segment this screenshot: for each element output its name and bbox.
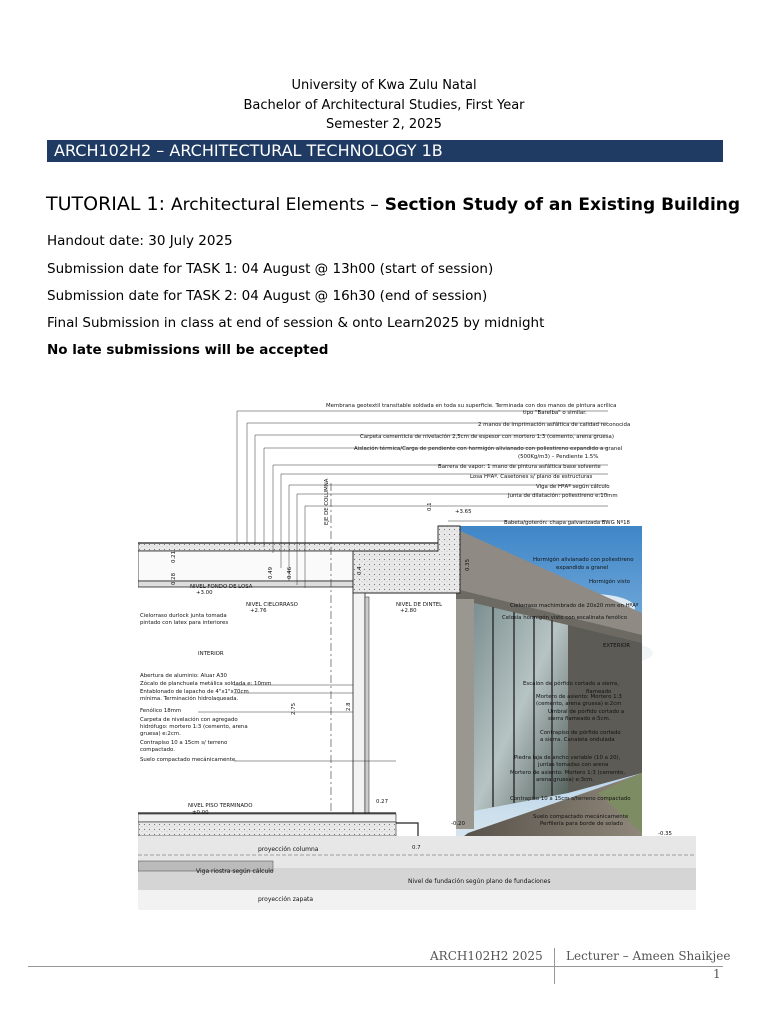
tutorial-heading: [46, 193, 740, 215]
annotation: proyección zapata: [258, 896, 314, 903]
dimension: 0.4: [357, 566, 363, 575]
dimension: 0.1: [427, 502, 433, 511]
dimension: 0.21: [171, 550, 177, 563]
footer-lecturer: Lecturer – Ameen Shaikjee: [566, 949, 731, 963]
dimension: 2.8: [346, 702, 352, 711]
annotation: Mortero de asiento: Mortero 1:3 (cemento,: [510, 770, 626, 776]
page-number: 1: [713, 967, 721, 981]
annotation: Abertura de aluminio: Aluar A30: [140, 673, 227, 679]
annotation: Hormigón alivianado con poliestireno: [533, 557, 634, 563]
annotation: a sierra. Canaleta ondulada: [540, 737, 615, 743]
handout-date: Handout date: 30 July 2025: [47, 233, 233, 249]
annotation: Cielorraso machimbrado de 20x20 mm en HºAº: [510, 603, 639, 609]
tutorial-title: Section Study of an Existing Building: [384, 195, 741, 215]
annotation: compactado.: [140, 747, 175, 753]
annotation: sierra flameado e:5cm.: [548, 716, 611, 722]
degree-name: Bachelor of Architectural Studies, First Year: [243, 97, 525, 113]
annotation: mínima. Terminación hidrolaqueada.: [140, 696, 239, 702]
task2-date: Submission date for TASK 2: 04 August @ 16h30 (end of session): [47, 288, 488, 304]
level-label: NIVEL FONDO DE LOSA: [190, 584, 253, 590]
dimension: 0.7: [412, 845, 421, 851]
footer-divider: [554, 948, 555, 984]
footer-rule: [28, 966, 723, 967]
annotation: expandido a granel: [556, 565, 609, 571]
annotation: Barrera de vapor: 1 mano de pintura asfáltica base solvente: [438, 464, 601, 470]
annotation: Entablonado de lapacho de 4"x1"x70cm: [140, 689, 249, 695]
task1-date: Submission date for TASK 1: 04 August @ 13h00 (start of session): [47, 261, 494, 277]
annotation: Carpeta cementicia de nivelación 2,5cm de espesor con mortero 1:3 (cemento, arena gruesa): [360, 434, 614, 440]
annotation: Viga riostra según cálculo: [196, 868, 274, 875]
exterior-photo: [438, 526, 653, 856]
annotation: Perfilería para borde de solado: [540, 821, 623, 827]
dimension: 2.75: [291, 702, 297, 715]
annotation: Mortero de asiento: Mortero 1:3: [536, 694, 622, 700]
interior-label: INTERIOR: [198, 651, 224, 657]
level-value: +2.80: [400, 608, 417, 614]
dimension: 0.46: [287, 566, 293, 579]
level-value: +3.00: [196, 590, 213, 596]
annotation: Babeta/goterón: chapa galvanizada BWG Nº18: [504, 520, 630, 526]
footer-course-code: ARCH102H2 2025: [430, 949, 543, 963]
annotation: Nivel de fundación según plano de fundaciones: [408, 878, 551, 885]
annotation: (500Kg/m3) – Pendiente 1.5%: [518, 454, 599, 460]
dimension: 0.28: [171, 572, 177, 585]
annotation: juntas tomadas con arena: [538, 762, 609, 768]
annotation: (cemento, arena gruesa) e:2cm: [536, 701, 622, 707]
university-name: University of Kwa Zulu Natal: [291, 78, 477, 93]
annotation: flameado: [586, 689, 612, 695]
level-value: +2.76: [250, 608, 267, 614]
level-label: NIVEL CIELORRASO: [246, 602, 298, 608]
annotation: Aislación térmica/Carga de pendiente con hormigón alivianado con poliestireno expandido a granel: [354, 446, 623, 452]
annotation: EXTERIOR: [603, 643, 631, 649]
annotation: Fenólico 18mm: [140, 708, 182, 714]
dimension: -0.20: [451, 821, 465, 827]
annotation: gruesa) e:2cm.: [140, 731, 181, 737]
annotation: Contrapiso 10 a 15cm s/ terreno: [140, 740, 228, 746]
course-banner: ARCH102H2 – ARCHITECTURAL TECHNOLOGY 1B: [47, 140, 723, 162]
annotation: Escalón de pórfido cortado a sierra,: [523, 681, 619, 687]
annotation: Cielorraso durlock junta tomada: [140, 613, 227, 619]
dimension: -0.35: [658, 831, 672, 837]
dimension: 0.49: [268, 566, 274, 579]
top-annotations: [326, 402, 631, 526]
wall-section: [353, 593, 369, 833]
annotation: Zócalo de planchuela metálica soldada e: 10mm: [140, 681, 272, 687]
document-header: [0, 76, 768, 135]
annotation: Celosía hormigón visto con escalinata fenólico: [502, 615, 628, 621]
roof-slab: [138, 526, 460, 593]
annotation: Membrana geotextil transitable soldada en toda su superficie. Terminada con dos manos de pintura acrílica: [326, 403, 617, 409]
dimension: 0.27: [376, 799, 389, 805]
annotation: Viga de HºAº según cálculo: [536, 484, 610, 490]
level-value: ±0.00: [192, 810, 209, 816]
final-submission: Final Submission in class at end of session & onto Learn2025 by midnight: [47, 315, 545, 331]
annotation: Carpeta de nivelación con agregado: [140, 717, 238, 723]
column-axis-label: EJE DE COLUMNA: [324, 478, 330, 525]
section-drawing: [138, 393, 696, 910]
tutorial-prefix: TUTORIAL 1:: [46, 193, 165, 215]
annotation: Piedra laja de ancho variable (10 a 20),: [514, 755, 621, 761]
level-label: NIVEL DE DINTEL: [396, 602, 443, 608]
annotation: Hormigón visto: [589, 579, 630, 585]
annotation: Umbral de pórfido cortado a: [548, 709, 625, 715]
level-label: NIVEL PISO TERMINADO: [188, 803, 253, 809]
annotation: Losa HºAº. Casetones s/ plano de estructuras: [470, 474, 593, 480]
annotation: 2 manos de imprimación asfáltica de calidad reconocida: [478, 422, 631, 428]
annotation: Suelo compactado mecánicamente.: [140, 757, 237, 763]
dimension: 0.35: [465, 558, 471, 571]
semester: Semester 2, 2025: [326, 117, 442, 132]
annotation: tipo "Barelba" o similar.: [523, 410, 587, 416]
annotation: Suelo compactado mecánicamente: [533, 814, 629, 820]
annotation: proyección columna: [258, 846, 319, 853]
annotation: Contrapiso 10 a 15cm s/terreno compactado: [510, 796, 631, 802]
late-notice: No late submissions will be accepted: [47, 342, 329, 358]
tutorial-subject: Architectural Elements –: [171, 195, 379, 215]
annotation: hidrófugo: mortero 1:3 (cemento, arena: [140, 724, 248, 730]
dimension: +3.65: [455, 509, 472, 515]
annotation: Junta de dilatación: poliestireno e:10mm: [508, 493, 618, 499]
annotation: arena gruesa) e:3cm.: [536, 777, 594, 783]
annotation: Contrapiso de pórfido cortado: [540, 730, 621, 736]
annotation: pintado con latex para interiores: [140, 620, 229, 626]
